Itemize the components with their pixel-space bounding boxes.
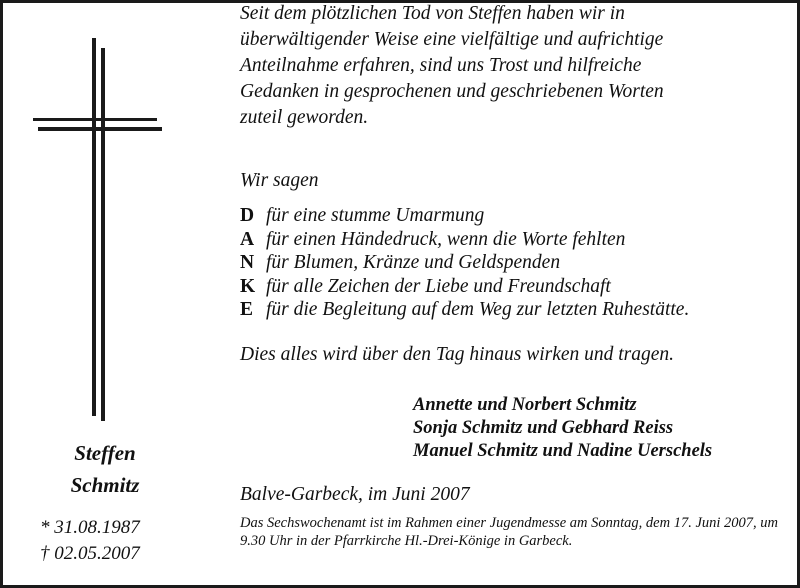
mass-notice: Das Sechswochenamt ist im Rahmen einer Jugendmesse am Sonntag, dem 17. Juni 2007, um 9.30 Uhr in der Pfarrkirche Hl.-Drei-Könige in Garbeck.	[240, 515, 779, 549]
acrostic-text: für einen Händedruck, wenn die Worte fehlten	[266, 228, 626, 250]
wir-sagen-heading: Wir sagen	[240, 170, 319, 191]
intro-line: Gedanken in gesprochenen und geschriebenen Worten	[240, 81, 664, 102]
acrostic-text: für die Begleitung auf dem Weg zur letzten Ruhestätte.	[266, 299, 690, 320]
acrostic-row	[240, 275, 798, 299]
cross-vertical-bar-left	[92, 38, 96, 416]
danke-acrostic	[240, 204, 798, 322]
acrostic-row	[240, 204, 798, 228]
cross-horizontal-bar-upper	[33, 118, 157, 121]
acrostic-text: für alle Zeichen der Liebe und Freundschaft	[266, 275, 611, 297]
acrostic-text: für Blumen, Kränze und Geldspenden	[266, 252, 561, 273]
intro-line: Anteilnahme erfahren, sind uns Trost und hilfreiche	[240, 55, 642, 76]
acrostic-letter: K	[240, 275, 256, 297]
acrostic-row	[240, 251, 798, 275]
deceased-first-name: Steffen	[74, 441, 136, 465]
acrostic-letter: N	[240, 252, 255, 273]
intro-line: zuteil geworden.	[240, 107, 369, 128]
place-and-date: Balve-Garbeck, im Juni 2007	[240, 484, 470, 505]
cross-vertical-bar-right	[101, 48, 105, 421]
acrostic-row	[240, 298, 798, 322]
intro-line: Seit dem plötzlichen Tod von Steffen haben wir in	[240, 3, 625, 24]
signers-block	[413, 394, 712, 463]
intro-paragraph	[240, 1, 795, 131]
death-date: † 02.05.2007	[40, 543, 140, 564]
intro-line: überwältigender Weise eine vielfältige und aufrichtige	[240, 29, 664, 50]
cross-horizontal-bar-lower	[38, 127, 162, 131]
closing-sentence: Dies alles wird über den Tag hinaus wirken und tragen.	[240, 344, 675, 365]
signer-line: Sonja Schmitz und Gebhard Reiss	[413, 418, 674, 438]
birth-date: * 31.08.1987	[40, 517, 140, 538]
acrostic-letter: A	[240, 228, 255, 250]
life-dates	[40, 515, 140, 567]
acrostic-text: für eine stumme Umarmung	[266, 205, 485, 226]
signer-line: Annette und Norbert Schmitz	[413, 395, 637, 415]
signer-line: Manuel Schmitz und Nadine Uerschels	[413, 441, 713, 461]
acrostic-row	[240, 228, 798, 252]
deceased-last-name: Schmitz	[70, 473, 140, 497]
acrostic-letter: E	[240, 299, 254, 320]
acrostic-letter: D	[240, 205, 255, 226]
